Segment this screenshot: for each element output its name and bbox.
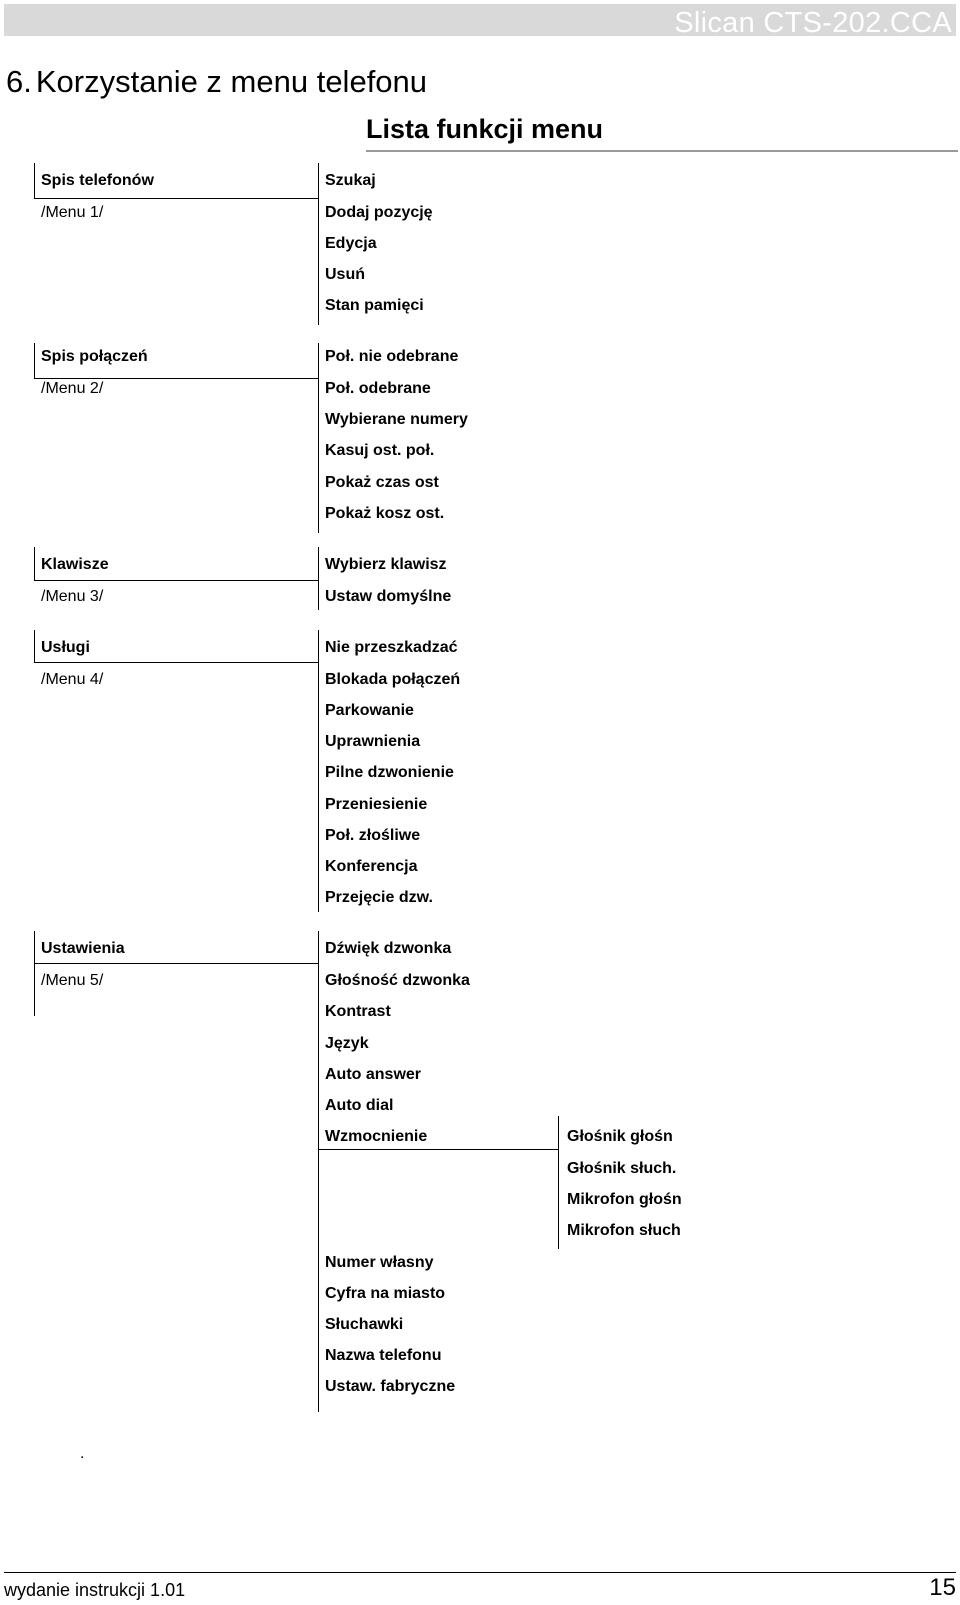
menu-item: Wzmocnienie — [325, 1128, 428, 1145]
menu-item: Numer własny — [325, 1254, 434, 1271]
menu-item: Dźwięk dzwonka — [325, 940, 452, 957]
items-line — [318, 163, 319, 325]
menu-item: Parkowanie — [325, 702, 414, 719]
category-line — [34, 547, 35, 580]
category-code: /Menu 1/ — [41, 204, 104, 221]
category-name: Usługi — [41, 639, 90, 656]
menu-item: Język — [325, 1035, 369, 1052]
menu-item: Nazwa telefonu — [325, 1347, 442, 1364]
menu-item: Auto answer — [325, 1066, 422, 1083]
submenu-item: Mikrofon głośn — [567, 1191, 682, 1208]
items-line — [318, 547, 319, 610]
menu-item: Dodaj pozycję — [325, 204, 433, 221]
menu-item: Auto dial — [325, 1097, 394, 1114]
menu-item: Cyfra na miasto — [325, 1285, 446, 1302]
section-title: Lista funkcji menu — [366, 114, 604, 144]
chapter-title-text: Korzystanie z menu telefonu — [35, 64, 428, 99]
menu-item: Edycja — [325, 235, 377, 252]
submenu-divider — [318, 1149, 558, 1150]
menu-item: Usuń — [325, 266, 365, 283]
chapter-title — [6, 64, 427, 100]
category-code: /Menu 2/ — [41, 380, 104, 397]
menu-item: Wybierane numery — [325, 411, 468, 428]
chapter-number: 6. — [6, 64, 32, 99]
menu-item: Ustaw domyślne — [325, 588, 452, 605]
menu-item: Blokada połączeń — [325, 671, 461, 688]
section-rule — [366, 150, 958, 152]
items-line — [318, 343, 319, 533]
submenu-item: Głośnik głośn — [567, 1128, 673, 1145]
category-line — [34, 931, 35, 1016]
stray-mark: . — [80, 1445, 85, 1462]
category-divider — [34, 662, 318, 663]
menu-item: Ustaw. fabryczne — [325, 1378, 456, 1395]
category-line — [34, 163, 35, 198]
footer-rule — [4, 1572, 956, 1573]
category-divider — [34, 963, 318, 964]
header-brand: Slican CTS-202.CCA — [674, 7, 952, 39]
category-code: /Menu 3/ — [41, 588, 104, 605]
menu-item: Konferencja — [325, 858, 418, 875]
category-name: Ustawienia — [41, 940, 125, 957]
category-line — [34, 343, 35, 378]
category-name: Klawisze — [41, 556, 109, 573]
menu-item: Kasuj ost. poł. — [325, 442, 435, 459]
category-divider — [34, 198, 318, 199]
menu-item: Poł. odebrane — [325, 380, 431, 397]
menu-item: Przeniesienie — [325, 796, 428, 813]
category-divider — [34, 580, 318, 581]
menu-item: Kontrast — [325, 1003, 391, 1020]
menu-item: Pokaż czas ost — [325, 474, 439, 491]
items-line — [318, 931, 319, 1412]
menu-item: Szukaj — [325, 172, 376, 189]
menu-item: Słuchawki — [325, 1316, 404, 1333]
page-number: 15 — [929, 1574, 956, 1601]
menu-item: Pilne dzwonienie — [325, 764, 454, 781]
submenu-line — [558, 1116, 559, 1249]
menu-item: Poł. złośliwe — [325, 827, 421, 844]
menu-item: Przejęcie dzw. — [325, 889, 433, 906]
category-name: Spis telefonów — [41, 172, 154, 189]
menu-item: Uprawnienia — [325, 733, 421, 750]
category-code: /Menu 5/ — [41, 972, 104, 989]
category-code: /Menu 4/ — [41, 671, 104, 688]
category-name: Spis połączeń — [41, 348, 148, 365]
footer-edition: wydanie instrukcji 1.01 — [4, 1580, 186, 1600]
header-bar — [4, 4, 956, 39]
menu-item: Głośność dzwonka — [325, 972, 470, 989]
menu-item: Stan pamięci — [325, 297, 424, 314]
category-line — [34, 630, 35, 662]
submenu-item: Głośnik słuch. — [567, 1160, 677, 1177]
menu-item: Poł. nie odebrane — [325, 348, 459, 365]
menu-item: Pokaż kosz ost. — [325, 505, 445, 522]
items-line — [318, 630, 319, 912]
submenu-item: Mikrofon słuch — [567, 1222, 681, 1239]
menu-item: Wybierz klawisz — [325, 556, 447, 573]
menu-item: Nie przeszkadzać — [325, 639, 458, 656]
